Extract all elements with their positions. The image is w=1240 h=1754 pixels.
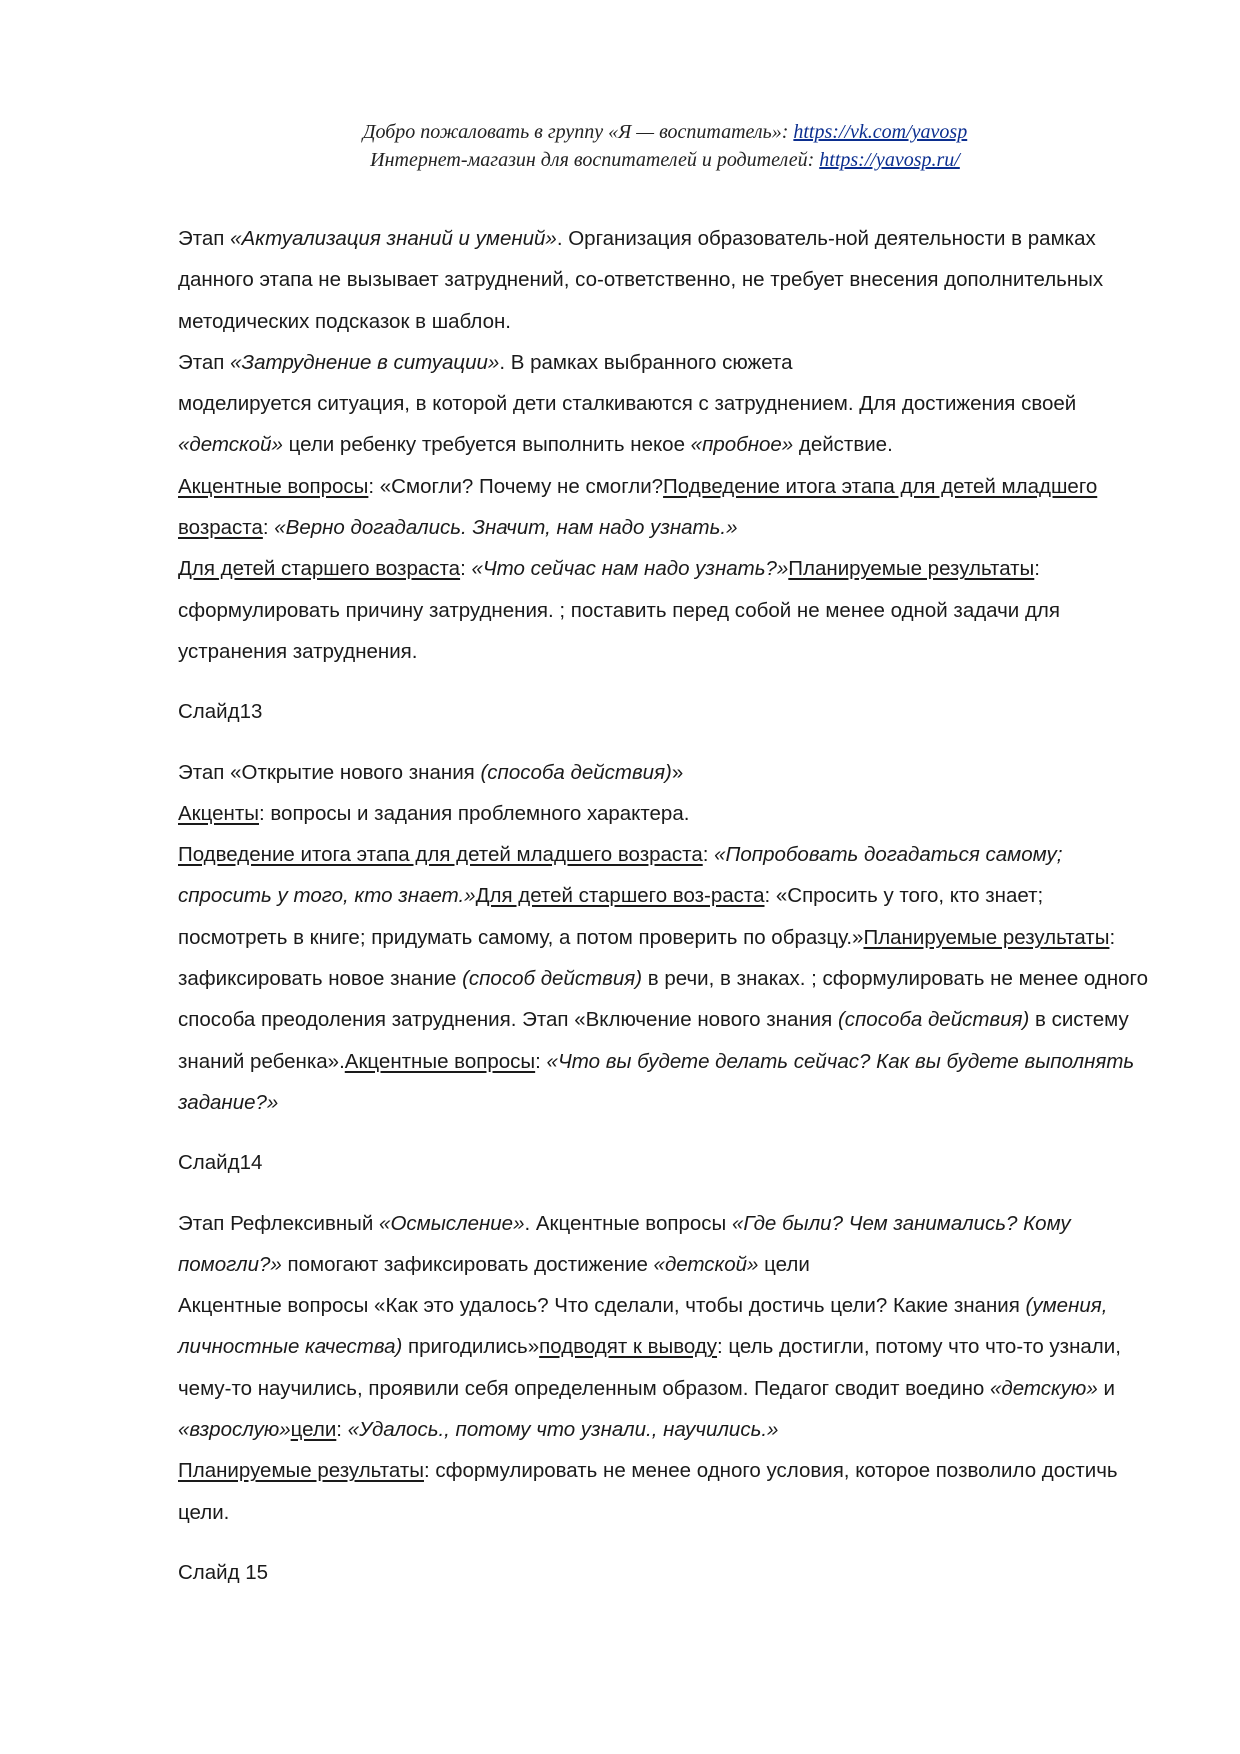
underlined-term: Подведение итога этапа для детей младшего возраста xyxy=(178,843,703,867)
emphasis: «Верно догадались. Значит, нам надо узнать.» xyxy=(274,516,738,540)
text: . Акцентные вопросы xyxy=(524,1211,732,1235)
paragraph-accent-questions xyxy=(178,466,1158,672)
paragraph-new-knowledge xyxy=(178,752,1158,793)
underlined-term: Планируемые результаты xyxy=(863,925,1110,949)
underlined-term: Планируемые результаты xyxy=(178,1459,424,1483)
text: : «Смогли? Почему не смогли? xyxy=(368,474,664,498)
text: Этап xyxy=(178,350,231,374)
text: : xyxy=(702,843,715,867)
text: : «Спросить у того, кто знает; посмотреть в книге; придумать самому, а потом проверить по образцу.» xyxy=(178,884,1044,949)
emphasis: (способа действия) xyxy=(480,760,672,784)
emphasis: «пробное» xyxy=(690,433,794,457)
emphasis: «Попробовать догадаться самому; спросить у того, кто знает.» xyxy=(178,843,1063,908)
underlined-term: подводят к выводу xyxy=(539,1335,718,1359)
paragraph-conclusion xyxy=(178,1285,1158,1450)
text: : вопросы и задания проблемного характера. xyxy=(259,801,690,825)
text: пригодились» xyxy=(402,1335,540,1359)
paragraph-summary-younger xyxy=(178,834,1158,1123)
vk-group-link[interactable]: https://vk.com/yavosp xyxy=(793,121,968,143)
stage-name: «Осмысление» xyxy=(379,1211,525,1235)
underlined-term: цели xyxy=(290,1418,337,1442)
text: : xyxy=(262,516,275,540)
text: . В рамках выбранного сюжета xyxy=(499,350,793,374)
text: : сформулировать не менее одного условия, которое позволило достичь цели. xyxy=(178,1459,1118,1524)
underlined-term: Акценты xyxy=(178,801,259,825)
paragraph-difficulty xyxy=(178,342,1158,383)
stage-name: «Актуализация знаний и умений» xyxy=(230,227,557,250)
text: : зафиксировать новое знание xyxy=(178,925,1116,991)
text: Акцентные вопросы «Как это удалось? Что сделали, чтобы достичь цели? Какие знания xyxy=(178,1294,1026,1318)
underlined-term: Акцентные вопросы xyxy=(178,474,369,498)
slide-15-label: Слайд 15 xyxy=(178,1560,269,1584)
emphasis: «детскую» xyxy=(990,1376,1098,1400)
text: : xyxy=(535,1049,547,1073)
paragraph-actualization xyxy=(178,218,1158,342)
text: Этап «Открытие нового знания xyxy=(178,760,481,784)
text: в систему знаний ребенка». xyxy=(178,1008,1129,1073)
header-line-2 xyxy=(0,146,1240,174)
slide-13-label: Слайд13 xyxy=(178,700,263,724)
text: : сформулировать причину затруднения. ; поставить перед собой не менее одной задачи для устранения затруднения. xyxy=(178,557,1060,663)
underlined-term: Планируемые результаты xyxy=(788,557,1035,581)
underlined-term: Для детей старшего воз-раста xyxy=(475,884,765,908)
emphasis: «Что вы будете делать сейчас? Как вы будете выполнять задание?» xyxy=(178,1049,1135,1114)
header-text-1: Добро пожаловать в группу «Я — воспитатель»: xyxy=(362,121,794,143)
text: и xyxy=(1097,1376,1115,1400)
stage-name: «Затруднение в ситуации» xyxy=(230,350,500,374)
text: моделируется ситуация, в которой дети сталкиваются с затруднением. Для достижения своей xyxy=(178,392,1077,416)
paragraph-reflexive xyxy=(178,1203,1158,1286)
text: Этап Рефлексивный xyxy=(178,1211,380,1235)
emphasis: (способ действия) xyxy=(462,967,643,991)
text: : xyxy=(336,1418,348,1442)
emphasis: (умения, личностные качества) xyxy=(178,1294,1108,1359)
text: . Организация образователь-ной деятельности в рамках данного этапа не вызывает затруднений, со-ответственно, не требует внесения дополнительных методических подсказок в шаблон. xyxy=(178,227,1104,333)
header-text-2: Интернет-магазин для воспитателей и родителей: xyxy=(370,149,820,171)
text: действие. xyxy=(793,433,893,457)
page-header xyxy=(0,118,1240,174)
text: Этап xyxy=(178,227,231,250)
text: цели ребенку требуется выполнить некое xyxy=(282,433,691,457)
text: цели xyxy=(758,1252,810,1276)
emphasis: (способа действия) xyxy=(837,1008,1030,1032)
header-line-1 xyxy=(0,118,1240,146)
emphasis: «детской» xyxy=(178,433,283,457)
underlined-term: Акцентные вопросы xyxy=(344,1049,536,1073)
text: » xyxy=(671,760,684,784)
paragraph-accents xyxy=(178,793,1158,834)
emphasis: «Удалось., потому что узнали., научились.» xyxy=(347,1418,779,1442)
shop-link[interactable]: https://yavosp.ru/ xyxy=(819,149,960,171)
emphasis: «Где были? Чем занимались? Кому помогли?» xyxy=(178,1211,1071,1276)
underlined-term: Для детей старшего возраста xyxy=(178,557,461,581)
emphasis: «взрослую» xyxy=(178,1418,291,1442)
text: в речи, в знаках. ; сформулировать не менее одного способа преодоления затруднения. Этап «Включение нового знания xyxy=(178,967,1148,1032)
emphasis: «Что сейчас нам надо узнать?» xyxy=(471,557,789,581)
paragraph-difficulty-cont xyxy=(178,383,1158,466)
paragraph-planned-results xyxy=(178,1450,1158,1533)
document-body xyxy=(178,218,1158,1593)
slide-14-label: Слайд14 xyxy=(178,1151,263,1175)
text: помогают зафиксировать достижение xyxy=(281,1252,654,1276)
text: : xyxy=(460,557,472,581)
emphasis: «детской» xyxy=(653,1252,759,1276)
text: : цель достигли, потому что что-то узнали, чему-то научились, проявили себя определенным образом. Педагог сводит воедино xyxy=(178,1335,1121,1400)
underlined-term: Подведение итога этапа для детей младшего возраста xyxy=(178,474,1098,540)
